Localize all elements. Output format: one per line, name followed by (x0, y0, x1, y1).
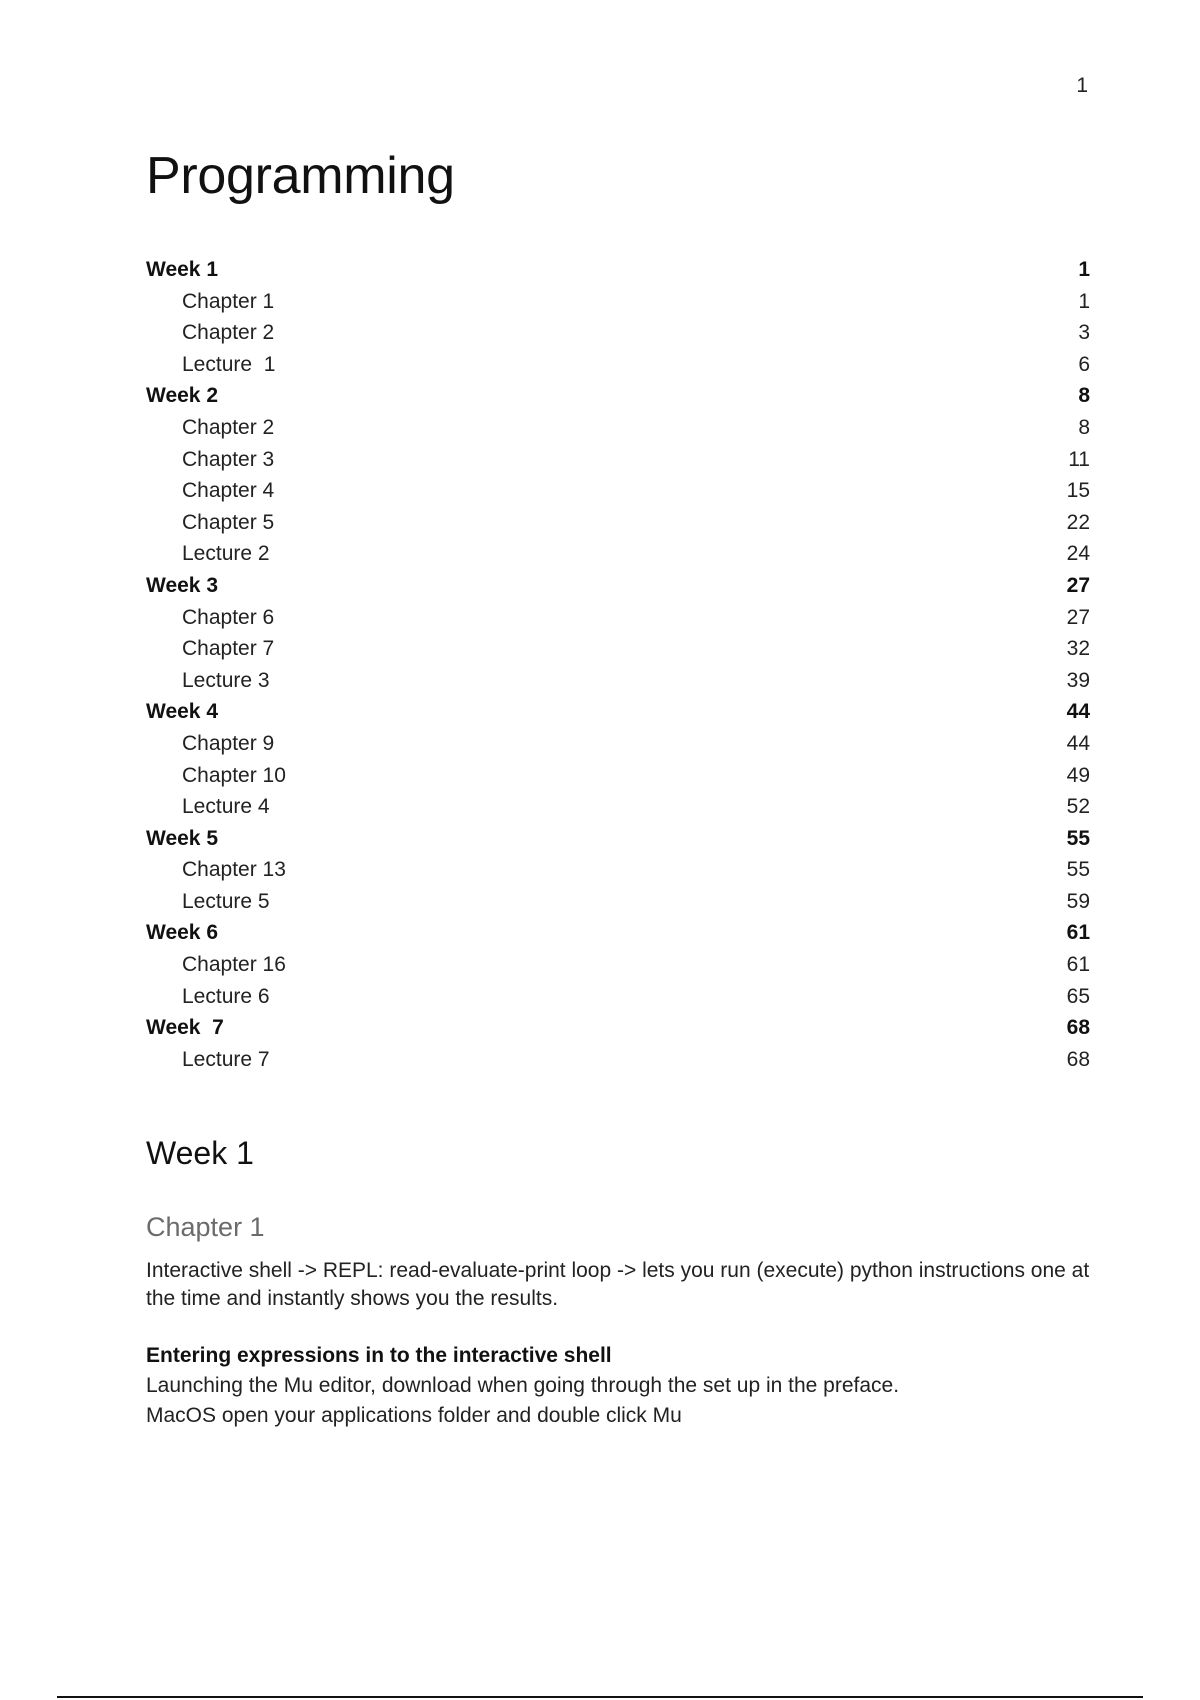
toc-entry-page: 61 (1066, 953, 1090, 977)
toc-entry-label: Week 2 (146, 384, 218, 408)
toc-entry-label: Week 7 (146, 1016, 224, 1040)
toc-sub-entry[interactable] (146, 633, 1090, 665)
toc-entry-label: Chapter 10 (182, 763, 286, 787)
toc-week-entry[interactable] (146, 917, 1090, 949)
toc-entry-label: Lecture 5 (182, 889, 270, 913)
toc-entry-page: 55 (1066, 826, 1090, 850)
toc-entry-page: 44 (1066, 700, 1090, 724)
toc-entry-label: Chapter 16 (182, 953, 286, 977)
toc-sub-entry[interactable] (146, 886, 1090, 918)
toc-entry-page: 1 (1078, 258, 1090, 281)
toc-sub-entry[interactable] (146, 412, 1090, 444)
toc-entry-page: 27 (1066, 573, 1090, 597)
toc-sub-entry[interactable] (146, 854, 1090, 886)
toc-entry-label: Chapter 2 (182, 321, 275, 345)
toc-sub-entry[interactable] (146, 949, 1090, 981)
toc-entry-label: Week 1 (146, 258, 218, 281)
toc-entry-label: Lecture 7 (182, 1047, 270, 1071)
toc-entry-page: 22 (1066, 510, 1090, 534)
toc-entry-page: 3 (1078, 321, 1090, 345)
toc-sub-entry[interactable] (146, 317, 1090, 349)
table-of-contents (146, 254, 1090, 1075)
toc-sub-entry[interactable] (146, 507, 1090, 539)
toc-week-entry[interactable] (146, 823, 1090, 855)
toc-entry-label: Chapter 3 (182, 447, 275, 471)
toc-week-entry[interactable] (146, 254, 1090, 286)
toc-entry-page: 32 (1066, 637, 1090, 661)
toc-sub-entry[interactable] (146, 981, 1090, 1013)
toc-entry-page: 59 (1066, 889, 1090, 913)
toc-entry-label: Week 3 (146, 573, 218, 597)
toc-sub-entry[interactable] (146, 602, 1090, 634)
toc-entry-label: Chapter 1 (182, 289, 275, 313)
toc-entry-page: 11 (1068, 447, 1090, 471)
toc-entry-page: 55 (1066, 858, 1090, 882)
toc-sub-entry[interactable] (146, 538, 1090, 570)
toc-entry-label: Chapter 13 (182, 858, 286, 882)
toc-entry-label: Lecture 1 (182, 352, 276, 376)
toc-week-entry[interactable] (146, 1012, 1090, 1044)
toc-entry-page: 68 (1066, 1047, 1090, 1071)
toc-week-entry[interactable] (146, 696, 1090, 728)
toc-entry-page: 61 (1066, 921, 1090, 945)
toc-entry-label: Week 5 (146, 826, 218, 850)
toc-sub-entry[interactable] (146, 1044, 1090, 1076)
toc-sub-entry[interactable] (146, 349, 1090, 381)
toc-entry-page: 24 (1066, 542, 1090, 566)
toc-entry-page: 44 (1066, 731, 1090, 755)
body-line-mu-editor: Launching the Mu editor, download when going through the set up in the preface. (146, 1374, 900, 1397)
toc-entry-label: Chapter 6 (182, 605, 275, 629)
toc-entry-label: Chapter 7 (182, 637, 275, 661)
toc-entry-page: 8 (1078, 415, 1090, 439)
toc-week-entry[interactable] (146, 380, 1090, 412)
chapter-heading-chapter-1: Chapter 1 (146, 1212, 265, 1242)
document-title: Programming (146, 147, 455, 205)
toc-entry-page: 15 (1066, 479, 1090, 503)
toc-entry-page: 6 (1078, 352, 1090, 376)
toc-entry-label: Lecture 3 (182, 668, 270, 692)
toc-entry-label: Lecture 4 (182, 795, 270, 819)
toc-entry-page: 49 (1066, 763, 1090, 787)
bottom-rule (57, 1696, 1143, 1698)
toc-entry-label: Chapter 5 (182, 510, 275, 534)
toc-entry-page: 68 (1066, 1016, 1090, 1040)
toc-sub-entry[interactable] (146, 286, 1090, 318)
toc-sub-entry[interactable] (146, 791, 1090, 823)
body-line-macos: MacOS open your applications folder and double click Mu (146, 1404, 682, 1427)
toc-week-entry[interactable] (146, 570, 1090, 602)
toc-entry-label: Week 4 (146, 700, 218, 724)
section-heading-week-1: Week 1 (146, 1135, 254, 1171)
toc-entry-label: Lecture 6 (182, 984, 270, 1008)
toc-entry-label: Chapter 9 (182, 731, 275, 755)
toc-entry-label: Chapter 2 (182, 415, 275, 439)
toc-sub-entry[interactable] (146, 665, 1090, 697)
toc-entry-page: 65 (1066, 984, 1090, 1008)
toc-entry-page: 39 (1066, 668, 1090, 692)
interactive-shell-subheading: Entering expressions in to the interactive shell (146, 1344, 612, 1367)
toc-entry-page: 8 (1078, 384, 1090, 408)
toc-entry-page: 52 (1066, 795, 1090, 819)
toc-entry-page: 1 (1078, 289, 1090, 313)
toc-sub-entry[interactable] (146, 760, 1090, 792)
toc-entry-label: Week 6 (146, 921, 218, 945)
page-number: 1 (1076, 74, 1088, 97)
toc-entry-page: 27 (1066, 605, 1090, 629)
toc-entry-label: Lecture 2 (182, 542, 270, 566)
toc-sub-entry[interactable] (146, 444, 1090, 476)
repl-paragraph: Interactive shell -> REPL: read-evaluate-print loop -> lets you run (execute) python instructions one at the time and instantly shows you the results. (146, 1259, 1090, 1310)
toc-entry-label: Chapter 4 (182, 479, 275, 503)
toc-sub-entry[interactable] (146, 475, 1090, 507)
toc-sub-entry[interactable] (146, 728, 1090, 760)
